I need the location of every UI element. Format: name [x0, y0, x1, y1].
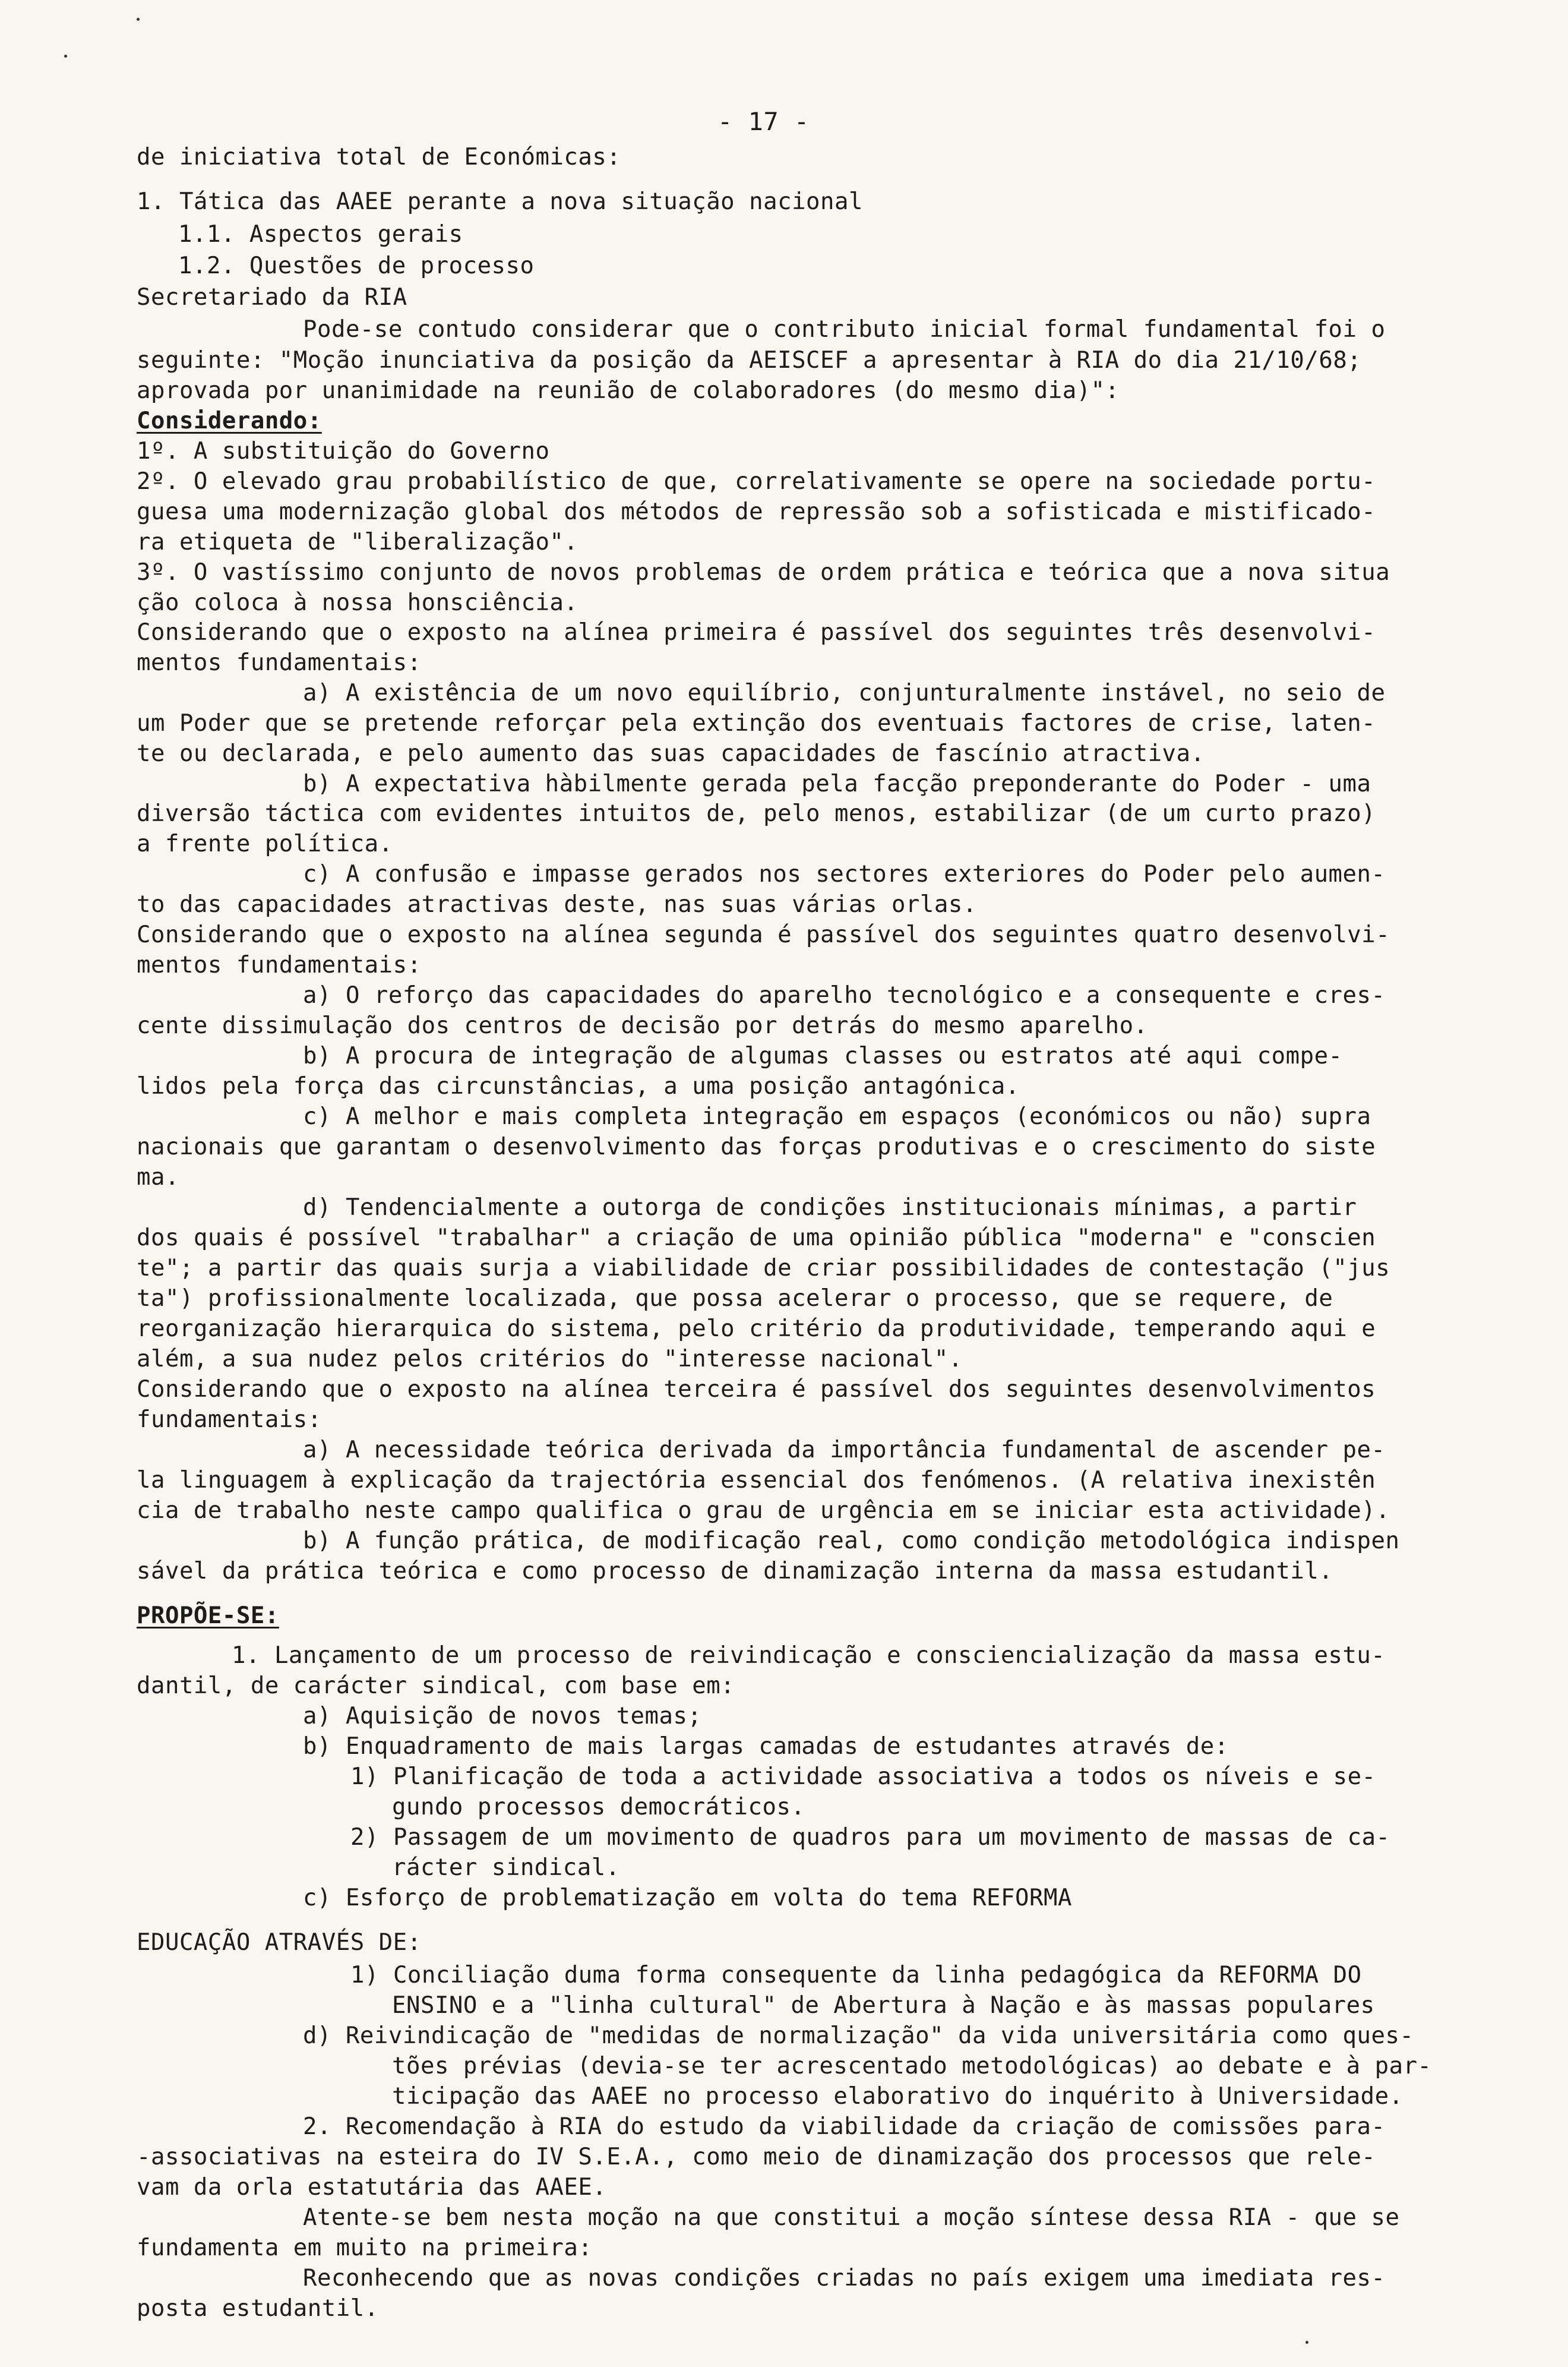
text-line: lidos pela força das circunstâncias, a uma posição antagónica.: [137, 1073, 1020, 1100]
text-line: nacionais que garantam o desenvolvimento das forças produtivas e o crescimento do siste: [137, 1134, 1376, 1160]
text-line: b) A procura de integração de algumas classes ou estratos até aqui compe-: [303, 1043, 1343, 1069]
text-line: c) Esforço de problematização em volta do tema REFORMA: [303, 1885, 1072, 1911]
text-line: 1) Conciliação duma forma consequente da linha pedagógica da REFORMA DO: [350, 1962, 1362, 1989]
text-line: te"; a partir das quais surja a viabilidade de criar possibilidades de contestação ("jus: [137, 1255, 1390, 1282]
text-line: a) A necessidade teórica derivada da importância fundamental de ascender pe-: [303, 1437, 1386, 1463]
text-line: cia de trabalho neste campo qualifica o grau de urgência em se iniciar esta actividade).: [137, 1497, 1390, 1524]
text-line: sável da prática teórica e como processo de dinamização interna da massa estudantil.: [137, 1558, 1333, 1585]
text-line: mentos fundamentais:: [137, 952, 422, 979]
text-line: a) A existência de um novo equilíbrio, conjunturalmente instável, no seio de: [303, 680, 1386, 706]
text-line: 1.2. Questões de processo: [178, 253, 535, 279]
text-line: b) Enquadramento de mais largas camadas de estudantes através de:: [303, 1733, 1229, 1760]
text-line: te ou declarada, e pelo aumento das suas capacidades de fascínio atractiva.: [137, 740, 1205, 767]
text-line: posta estudantil.: [137, 2295, 379, 2322]
scan-speck: [137, 18, 140, 21]
text-line: 2º. O elevado grau probabilístico de que, correlativamente se opere na sociedade portu-: [137, 468, 1376, 495]
text-line: seguinte: "Moção inunciativa da posição da AEISCEF a apresentar à RIA do dia 21/10/68;: [137, 347, 1362, 374]
text-line: tões prévias (devia-se ter acrescentado metodológicas) ao debate e à par-: [392, 2053, 1432, 2079]
scan-speck: [64, 55, 67, 58]
text-line: um Poder que se pretende reforçar pela extinção dos eventuais factores de crise, laten-: [137, 710, 1376, 737]
text-line: Considerando que o exposto na alínea primeira é passível dos seguintes três desenvolvi-: [137, 619, 1376, 646]
text-line: cente dissimulação dos centros de decisão por detrás do mesmo aparelho.: [137, 1012, 1148, 1039]
text-line: 1. Tática das AAEE perante a nova situação nacional: [137, 188, 863, 215]
section-heading: PROPÕE-SE:: [137, 1602, 279, 1629]
text-line: 2) Passagem de um movimento de quadros para um movimento de massas de ca-: [350, 1824, 1390, 1851]
text-line: 1) Planificação de toda a actividade associativa a todos os níveis e se-: [350, 1763, 1376, 1790]
text-line: d) Tendencialmente a outorga de condições institucionais mínimas, a partir: [303, 1194, 1357, 1221]
text-line: reorganização hierarquica do sistema, pelo critério da produtividade, temperando aqui e: [137, 1315, 1376, 1342]
text-line: -associativas na esteira do IV S.E.A., como meio de dinamização dos processos que rele-: [137, 2144, 1376, 2170]
text-line: fundamenta em muito na primeira:: [137, 2235, 593, 2261]
text-line: a) Aquisição de novos temas;: [303, 1703, 702, 1730]
text-line: Reconhecendo que as novas condições criadas no país exigem uma imediata res-: [303, 2265, 1386, 2292]
text-line: to das capacidades atractivas deste, nas suas várias orlas.: [137, 891, 977, 918]
text-line: guesa uma modernização global dos métodos de repressão sob a sofisticada e mistificado-: [137, 498, 1376, 525]
text-line: fundamentais:: [137, 1406, 322, 1433]
text-line: vam da orla estatutária das AAEE.: [137, 2174, 607, 2201]
text-line: a frente política.: [137, 831, 393, 857]
text-line: a) O reforço das capacidades do aparelho tecnológico e a consequente e cres-: [303, 982, 1386, 1009]
scan-speck: [1305, 2341, 1308, 2344]
text-line: 1º. A substituição do Governo: [137, 438, 550, 465]
text-line: ta") profissionalmente localizada, que possa acelerar o processo, que se requere, de: [137, 1285, 1333, 1312]
text-line: Pode-se contudo considerar que o contributo inicial formal fundamental foi o: [303, 316, 1386, 343]
text-line: Secretariado da RIA: [137, 284, 407, 311]
text-line: c) A confusão e impasse gerados nos sectores exteriores do Poder pelo aumen-: [303, 861, 1386, 888]
text-line: Considerando que o exposto na alínea terceira é passível dos seguintes desenvolvimentos: [137, 1376, 1376, 1403]
text-line: ticipação das AAEE no processo elaborativo do inquérito à Universidade.: [392, 2083, 1403, 2110]
section-heading: Considerando:: [137, 408, 322, 434]
text-line: ção coloca à nossa honsciência.: [137, 589, 578, 616]
text-line: dos quais é possível "trabalhar" a criação de uma opinião pública "moderna" e "conscien: [137, 1224, 1376, 1251]
text-line: aprovada por unanimidade na reunião de colaboradores (do mesmo dia)":: [137, 377, 1120, 404]
text-line: 1.1. Aspectos gerais: [178, 221, 463, 248]
text-line: Atente-se bem nesta moção na que constitui a moção síntese dessa RIA - que se: [303, 2204, 1400, 2231]
text-line: de iniciativa total de Económicas:: [137, 144, 621, 171]
text-line: b) A expectativa hàbilmente gerada pela facção preponderante do Poder - uma: [303, 771, 1371, 797]
text-line: ENSINO e a "linha cultural" de Abertura à Nação e às massas populares: [392, 1992, 1375, 2019]
text-line: ra etiqueta de "liberalização".: [137, 529, 578, 556]
text-line: gundo processos democráticos.: [392, 1794, 805, 1820]
text-line: ma.: [137, 1164, 179, 1191]
text-line: dantil, de carácter sindical, com base em:: [137, 1672, 735, 1699]
text-line: c) A melhor e mais completa integração em espaços (económicos ou não) supra: [303, 1103, 1371, 1130]
text-line: rácter sindical.: [392, 1854, 620, 1881]
text-line: mentos fundamentais:: [137, 649, 422, 676]
text-line: la linguagem à explicação da trajectória essencial dos fenómenos. (A relativa inexistên: [137, 1467, 1376, 1494]
text-line: diversão táctica com evidentes intuitos de, pelo menos, estabilizar (de um curto prazo): [137, 800, 1376, 827]
text-line: 3º. O vastíssimo conjunto de novos problemas de ordem prática e teórica que a nova situa: [137, 559, 1390, 586]
text-line: 2. Recomendação à RIA do estudo da viabilidade da criação de comissões para-: [303, 2113, 1386, 2140]
text-line: 1. Lançamento de um processo de reivindicação e consciencialização da massa estu-: [232, 1642, 1386, 1669]
text-line: EDUCAÇÃO ATRAVÉS DE:: [137, 1929, 422, 1956]
text-line: além, a sua nudez pelos critérios do "interesse nacional".: [137, 1346, 963, 1372]
text-line: b) A função prática, de modificação real, como condição metodológica indispen: [303, 1527, 1400, 1554]
text-line: Considerando que o exposto na alínea segunda é passível dos seguintes quatro desenvolvi-: [137, 921, 1390, 948]
page-number: - 17 -: [717, 107, 810, 136]
text-line: d) Reivindicação de "medidas de normalização" da vida universitária como ques-: [303, 2022, 1414, 2049]
